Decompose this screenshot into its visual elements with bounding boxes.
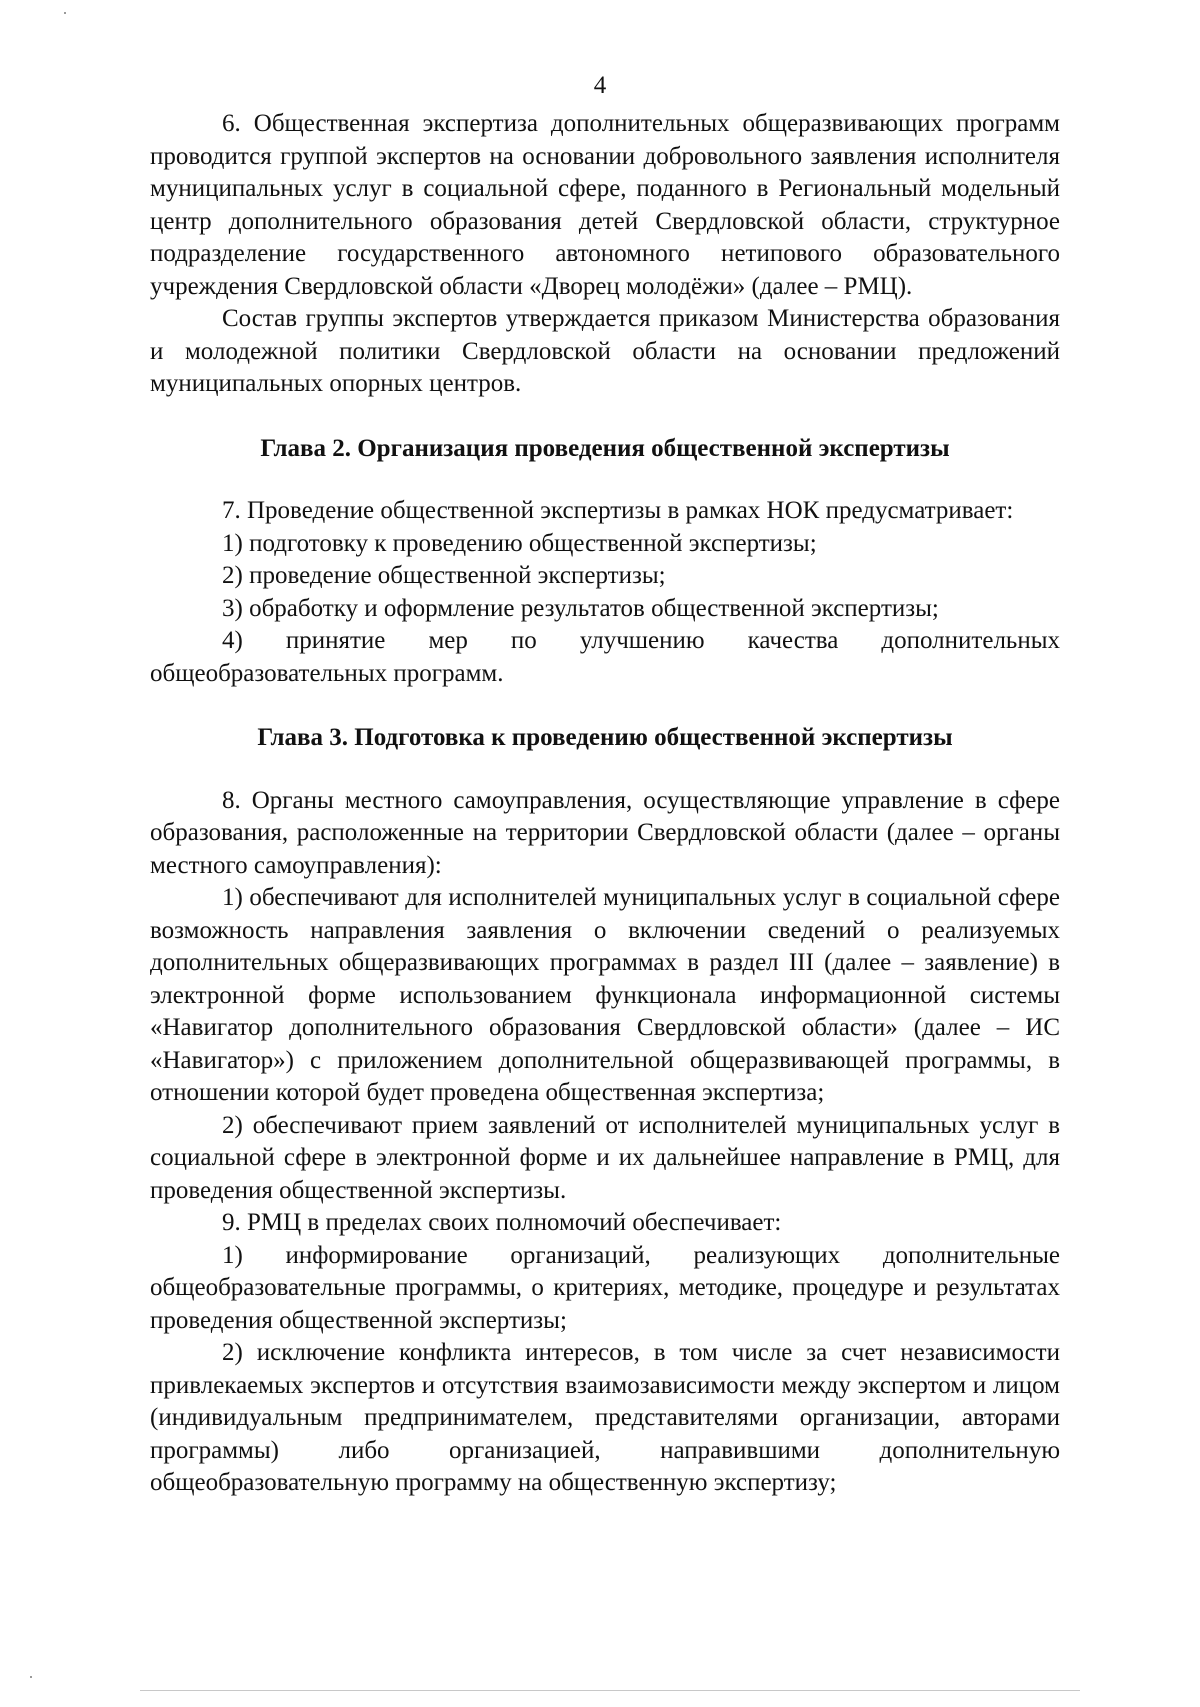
list-item-9-1: 1) информирование организаций, реализующих дополнительные общеобразовательные программы, о критериях, методике, процедуре и результатах проведения общественной экспертизы; <box>150 1241 1060 1334</box>
document-body <box>150 108 1060 1500</box>
paragraph-6-experts-group: Состав группы экспертов утверждается приказом Министерства образования и молодежной политики Свердловской области на основании предложений муниципальных опорных центров. <box>150 305 1060 397</box>
scan-artifact <box>30 1676 32 1678</box>
list-item-7-4: 4) принятие мер по улучшению качества дополнительных общеобразовательных программ. <box>150 627 1060 687</box>
chapter-3-heading: Глава 3. Подготовка к проведению общественной экспертизы <box>257 724 953 751</box>
scan-artifact-line <box>140 1690 1080 1691</box>
list-item-9-2: 2) исключение конфликта интересов, в том числе за счет независимости привлекаемых экспертов и отсутствия взаимозависимости между экспертом и лицом (индивидуальным предпринимателем, представителями организации, авторами программы) либо организацией, направившими дополнительную общеобразовательную программу на общественную экспертизу; <box>150 1339 1060 1496</box>
list-item-7-1: 1) подготовку к проведению общественной экспертизы; <box>222 529 817 557</box>
chapter-2-heading: Глава 2. Организация проведения общественной экспертизы <box>260 434 950 462</box>
scan-artifact <box>64 12 66 14</box>
list-item-7-2: 2) проведение общественной экспертизы; <box>222 562 666 589</box>
page-number: 4 <box>593 72 607 99</box>
list-item-8-2: 2) обеспечивают прием заявлений от исполнителей муниципальных услуг в социальной сфере в электронной форме и их дальнейшее направление в РМЦ, для проведения общественной экспертизы. <box>150 1111 1060 1204</box>
paragraph-7: 7. Проведение общественной экспертизы в рамках НОК предусматривает: <box>222 497 1014 524</box>
list-item-7-3: 3) обработку и оформление результатов общественной экспертизы; <box>222 594 939 622</box>
paragraph-8: 8. Органы местного самоуправления, осуществляющие управление в сфере образования, расположенные на территории Свердловской области (далее – органы местного самоуправления): <box>150 786 1060 879</box>
paragraph-9: 9. РМЦ в пределах своих полномочий обеспечивает: <box>222 1209 782 1236</box>
paragraph-6: 6. Общественная экспертиза дополнительных общеразвивающих программ проводится группой экспертов на основании добровольного заявления исполнителя муниципальных услуг в социальной сфере, поданного в Региональный модельный центр дополнительного образования детей Свердловской области, структурное подразделение государственного автономного нетипового образовательного учреждения Свердловской области «Дворец молодёжи» (далее – РМЦ). <box>150 110 1060 300</box>
list-item-8-1: 1) обеспечивают для исполнителей муниципальных услуг в социальной сфере возможность направления заявления о включении сведений о реализуемых дополнительных общеразвивающих программах в раздел III (далее – заявление) в электронной форме использованием функционала информационной системы «Навигатор дополнительного образования Свердловской области» (далее – ИС «Навигатор») с приложением дополнительной общеразвивающей программы, в отношении которой будет проведена общественная экспертиза; <box>150 884 1060 1106</box>
